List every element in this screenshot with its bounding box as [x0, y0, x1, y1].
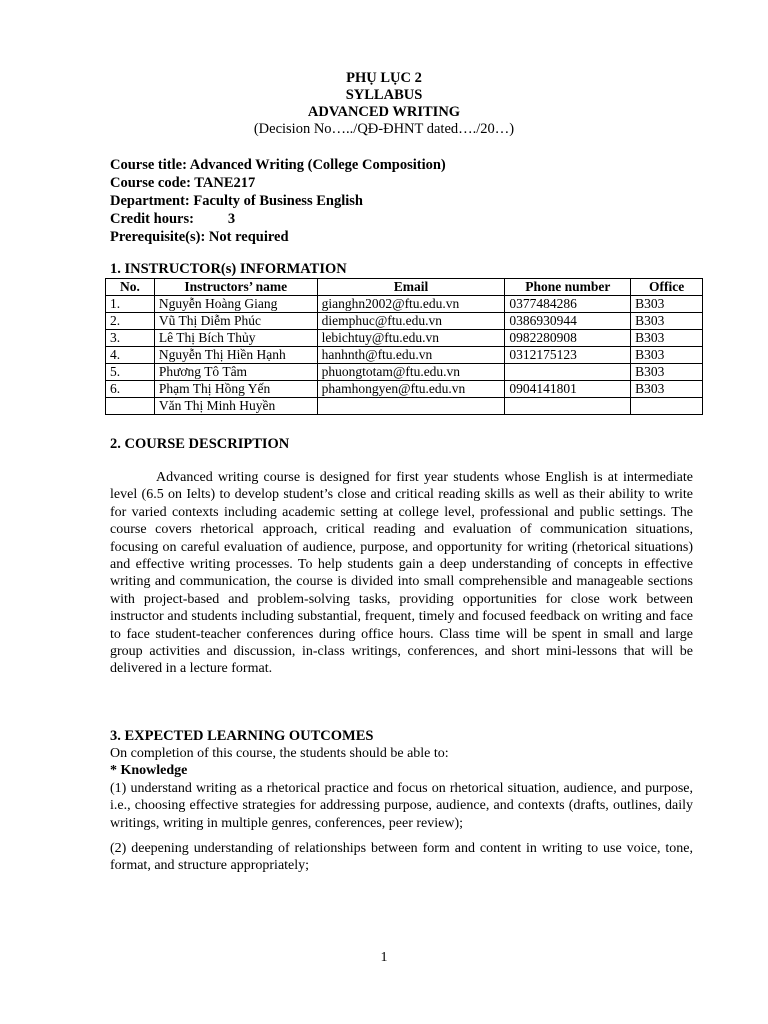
- table-cell: 3.: [106, 330, 155, 347]
- table-cell: 0386930944: [505, 313, 631, 330]
- table-cell: Nguyễn Thị Hiền Hạnh: [154, 347, 317, 364]
- table-cell: 0312175123: [505, 347, 631, 364]
- instructor-table: [105, 278, 703, 415]
- section-heading-outcomes: 3. EXPECTED LEARNING OUTCOMES: [110, 728, 374, 744]
- section-heading-description: 2. COURSE DESCRIPTION: [110, 436, 290, 452]
- page-number: 1: [380, 950, 388, 965]
- table-cell: B303: [631, 296, 703, 313]
- course-description-paragraph: [110, 469, 693, 678]
- table-cell: 0377484286: [505, 296, 631, 313]
- table-cell: [505, 398, 631, 415]
- table-cell: 2.: [106, 313, 155, 330]
- table-cell: B303: [631, 313, 703, 330]
- table-row: [106, 381, 703, 398]
- table-cell: hanhnth@ftu.edu.vn: [317, 347, 505, 364]
- table-cell: 1.: [106, 296, 155, 313]
- table-cell: B303: [631, 364, 703, 381]
- table-row: [106, 347, 703, 364]
- table-cell: 4.: [106, 347, 155, 364]
- table-cell: [631, 398, 703, 415]
- course-description-text: Advanced writing course is designed for first year students whose English is at intermediate level (6.5 on Ielts) to develop student’s close and critical reading skills as well as their ability to write for varied contexts including academic setting at college level, professional and public settings. The course covers rhetorical approach, critical reading and evaluation of communication situations, focusing on careful evaluation of audience, purpose, and opportunity for writing (rhetorical situations) and effective writing processes. To help students gain a deep understanding of concepts in effective writing and communication, the course is divided into small comprehensible and manageable sections with project-based and problem-solving tasks, providing opportunities for close work between instructor and students including substantial, frequent, timely and focused feedback on writing and face to face student-teacher conferences during office hours. Class time will be spent in small and large group activities and discussion, in-class writings, conferences, and short mini-lessons that will be delivered in a lecture format.: [110, 470, 693, 677]
- table-cell: 0982280908: [505, 330, 631, 347]
- table-cell: [106, 398, 155, 415]
- credit-hours-value: 3: [227, 211, 236, 227]
- syllabus-title: SYLLABUS: [345, 87, 423, 103]
- table-cell: 5.: [106, 364, 155, 381]
- table-cell: B303: [631, 330, 703, 347]
- course-code: Course code: TANE217: [110, 175, 256, 191]
- outcomes-intro: On completion of this course, the students should be able to:: [110, 746, 449, 761]
- table-cell: Nguyễn Hoàng Giang: [154, 296, 317, 313]
- table-cell: gianghn2002@ftu.edu.vn: [317, 296, 505, 313]
- table-cell: 0904141801: [505, 381, 631, 398]
- course-info: [110, 156, 446, 246]
- table-row: [106, 398, 703, 415]
- table-cell: [505, 364, 631, 381]
- table-cell: Phạm Thị Hồng Yến: [154, 381, 317, 398]
- column-header: Instructors’ name: [154, 279, 317, 296]
- table-row: [106, 364, 703, 381]
- table-row: [106, 330, 703, 347]
- credit-hours: [110, 210, 446, 228]
- table-cell: B303: [631, 347, 703, 364]
- section-heading-instructors: 1. INSTRUCTOR(s) INFORMATION: [110, 261, 347, 277]
- outcome-item-1: (1) understand writing as a rhetorical practice and focus on rhetorical situation, audience, and purpose, i.e., choosing effective strategies for addressing purpose, audience, and contexts (drafts, outlines, daily writings, writing in multiple genres, conferences, peer review);: [110, 780, 693, 831]
- table-cell: B303: [631, 381, 703, 398]
- table-cell: [317, 398, 505, 415]
- table-cell: Văn Thị Minh Huyền: [154, 398, 317, 415]
- course-name-title: ADVANCED WRITING: [307, 104, 461, 120]
- column-header: Phone number: [505, 279, 631, 296]
- table-cell: Phương Tô Tâm: [154, 364, 317, 381]
- outcomes-block: [110, 745, 693, 875]
- knowledge-label: * Knowledge: [110, 763, 188, 779]
- table-cell: phamhongyen@ftu.edu.vn: [317, 381, 505, 398]
- appendix-label: PHỤ LỤC 2: [346, 70, 422, 86]
- table-cell: phuongtotam@ftu.edu.vn: [317, 364, 505, 381]
- table-row: [106, 313, 703, 330]
- table-cell: 6.: [106, 381, 155, 398]
- table-row: [106, 296, 703, 313]
- table-cell: diemphuc@ftu.edu.vn: [317, 313, 505, 330]
- course-title: Course title: Advanced Writing (College Composition): [110, 157, 446, 173]
- decision-line: (Decision No…../QĐ-ĐHNT dated…./20…): [253, 121, 515, 137]
- column-header: Office: [631, 279, 703, 296]
- table-cell: lebichtuy@ftu.edu.vn: [317, 330, 505, 347]
- column-header: No.: [106, 279, 155, 296]
- table-header-row: [106, 279, 703, 296]
- column-header: Email: [317, 279, 505, 296]
- table-cell: Lê Thị Bích Thủy: [154, 330, 317, 347]
- table-cell: Vũ Thị Diễm Phúc: [154, 313, 317, 330]
- prerequisites: Prerequisite(s): Not required: [110, 229, 289, 245]
- department: Department: Faculty of Business English: [110, 193, 363, 209]
- credit-hours-label: Credit hours:: [110, 211, 194, 227]
- document-header: [0, 70, 768, 138]
- outcome-item-2: (2) deepening understanding of relationships between form and content in writing to use voice, tone, format, and structure appropriately;: [110, 841, 693, 874]
